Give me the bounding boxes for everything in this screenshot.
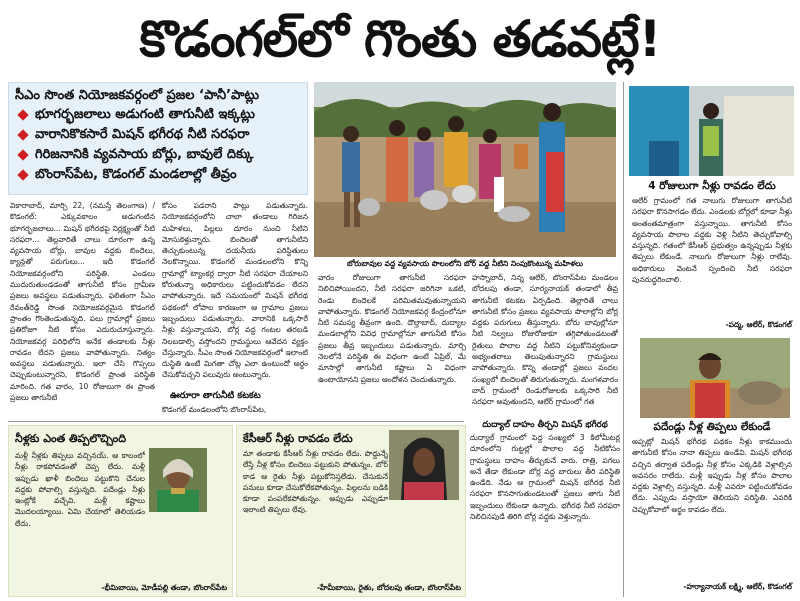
- story-column-3-tail: దుద్యాల్ గ్రామంలో పెద్ద సంఖ్యలో 3 కిలోమీటర్ల దూరంలోని గుట్టల్లో పొలాల వద్ద నీటికోసం గ్రామస్థులు దాహం తీర్చుకునే వారు. రాత్రి, పగలు అనే తేడా లేకుండా బోర్ల వద్ద బారులు తీరి పరిస్థితి ఉండేది. నేడు ఆ గ్రామంలో మిషన్ భగీరథ నీటి సరఫరా కొనసాగుతుండటంతో ప్రజలు తాగు నీటి ఇబ్బందులు లేకుండా ఉన్నారు. భగీరథ నీటి సరఫరా నిలిచినపుడే తిరిగి బోర్ల వద్దకు వెళ్తున్నారు.: [470, 433, 620, 522]
- side-story-credit-1: -పద్మ, ఆలేర్, కొడంగల్: [725, 320, 792, 329]
- side-story-title-1: 4 రోజులుగా నీళ్లు రావడం లేదు: [648, 180, 776, 192]
- main-photo: [314, 82, 616, 257]
- diamond-bullet-icon: [17, 149, 28, 160]
- story-subheading: ఊరూరా తాగునీటి కటకట: [170, 391, 261, 401]
- summary-box: [8, 82, 308, 195]
- side-photo-1: [629, 86, 794, 176]
- story-column-2: కోసం పడరాని పాట్లు పడుతున్నారు. నియోజకవర్గంలోని చాలా తండాలు గిరిజన మహిళలు, పిల్లలు దూరం నుంచి నీటిని మోసుకెళ్తున్నారు. బిందెలతో తాగునీటిని తెచ్చుకుంటున్న దయనీయ పరిస్థితులు నెలకొన్నాయి. కొడంగల్ మండలంలోని కొన్ని గ్రామాల్లో ట్యాంకర్ల ద్వారా నీటి సరఫరా చేయాలని కోరుతున్నా అధికారులు పట్టించుకోవడం లేదని వాపోతున్నారు. ఇదే సమయంలో మిషన్ భగీరథ పథకంలో లోపాల కారణంగా ఆ గ్రామాల ప్రజలు ఇబ్బందులు పడుతున్నారు. వారానికి ఒక్కసారే నీళ్లు వస్తున్నాయని, బోర్ల వద్ద గంటల తరబడి నిలబడాల్సి వస్తోందని గ్రామస్థులు ఆవేదన వ్యక్తం చేస్తున్నారు. సీఎం సొంత నియోజకవర్గంలో ఇలాంటి దుస్థితి ఉంటే మిగతా చోట్ల ఎలా ఉంటుందో అర్థం చేసుకోవచ్చని పలువురు అంటున్నారు.: [162, 201, 308, 380]
- column-divider: [623, 82, 624, 597]
- side-story-body-2: అప్పట్లో మిషన్ భగీరథ పథకం నీళ్లు కాకముందు తాగునీటి కోసం నానా తిప్పలు ఉండేవి. మిషన్ భగీరథ వచ్చిన తర్వాత పదేండ్లు నీళ్ల కోసం ఎక్కడికి వెళ్లాల్సిన అవసరం రాలేదు. మళ్లీ ఇప్పుడు నీళ్ల కోసం పొలాల వద్దకు వెళ్లాల్సి వస్తున్నది. మళ్లీ ఎవరూ పట్టించుకోవడం లేదు. ఎప్పుడు వస్తాయో తెలియని పరిస్థితి. ఎవరికి చెప్పుకోవాలో అర్థం కావడం లేదు.: [632, 437, 792, 514]
- summary-title: సీఎం సొంత నియోజకవర్గంలో ప్రజల ‘పానీ’పాట్లు: [15, 88, 259, 103]
- story-column-3: వారం రోజులుగా తాగునీటి సరఫరా నిలిచిపోయిందని, నీటి సరఫరా జరిగినా ఒకటి, రెండు బిందెలకే పరిమితమవుతున్నాయని వాపోతున్నారు. కొడంగల్ నియోజకవర్గ కేంద్రంలోనూ నీటి సమస్య తీవ్రంగా ఉంది. దౌల్తాబాద్, దుద్యాల మండలాల్లోని వివిధ గ్రామాల్లోనూ తాగునీటి కోసం ప్రజలు తీవ్ర ఇబ్బందులు పడుతున్నారు. మార్చి నెలలోనే పరిస్థితి ఈ విధంగా ఉంటే ఏప్రిల్, మే మాసాల్లో తాగునీటి కష్టాలు ఏ విధంగా ఉంటాయోనని ప్రజలు ఆందోళన చెందుతున్నారు.: [318, 273, 466, 384]
- quote-box-right: [236, 425, 466, 597]
- woman-portrait-image: [389, 430, 459, 500]
- summary-bullet: గిరిజనానికి వ్యవసాయ బోర్లు, బావులే దిక్కు: [15, 145, 301, 165]
- story-column-1: వికారాబాద్, మార్చి 22, (నమస్తే తెలంగాణ) / కొడంగల్: ఎక్కువకాలం అడుగంటిన భూగర్భజలాలు... మిషన్ భగీరథపై నిర్లక్ష్యంతో నీటి సరఫరా... తెల్లవారితే చాలు దూరంగా ఉన్న వ్యవసాయ బోర్లు, బావుల వద్దకు బిందెలు, క్యాన్లతో పరుగులు... ఇదీ కొడంగల్ నియోజకవర్గంలోని పరిస్థితి. ఎండలు ముదురుతుండడంతో తాగునీటి కోసం గ్రామీణ ప్రజలు అవస్థలు పడుతున్నారు. ఫలితంగా సీఎం రేవంత్‌రెడ్డి సొంత నియోజకవర్గమైన కొడంగల్ ప్రాంతం గొంతెండుతున్నది. పలు గ్రామాల్లో ప్రజలు ప్రతిరోజూ నీటి కోసం ఎదురుచూస్తున్నారు. నియోజకవర్గ పరిధిలోని అనేక తండాలకు నీళ్లు రావడం లేదని ప్రజలు వాపోతున్నారు. నిత్యం అవస్థలు పడుతున్నారు. ఇలా చేసి గొప్పలు చెప్పుకుంటున్నారని, కొడంగల్ ప్రాంత పరిస్థితి మారింది. గత వారం, 10 రోజులుగా ఈ ప్రాంత ప్రజలు తాగునీటి: [10, 201, 155, 403]
- page-headline: కొడంగల్‌లో గొంతు తడవట్లే!: [139, 10, 661, 68]
- side-story-body-1: ఆలేర్ గ్రామంలో గత నాలుగు రోజులుగా తాగునీటి సరఫరా కొనసాగడం లేదు. ఎండలకు బోర్లలో కూడా నీళ్లు అంతంతమాత్రంగా వస్తున్నాయి. తాగునీటి కోసం వ్యవసాయ పొలాల వద్దకు వెళ్లి నీటిని తెచ్చుకోవాల్సి వస్తున్నది. గతంలో కేసీఆర్ ప్రభుత్వం ఉన్నప్పుడు నీళ్లకు తిప్పలు లేకుండే. నాలుగు రోజులుగా నీళ్లు రాలేవు. అధికారులు వెంటనే స్పందించి నీటి సరఫరా పునరుద్ధరించాలి.: [632, 196, 792, 285]
- side-story-credit-2: -హర్యానాయక్ లక్ష్మి, ఆలేర్, కొడంగల్: [683, 582, 792, 591]
- summary-bullet: వారానికొకసారే మిషన్ భగీరథ నీటి సరఫరా: [15, 125, 301, 145]
- women-fetching-water-image: [314, 82, 616, 257]
- story-subheading-2: దుద్యాల్ దాహం తీర్చని మిషన్ భగీరథ: [482, 420, 608, 430]
- quote-title: కేసీఆర్ నీళ్లు రావడం లేదు: [243, 432, 353, 445]
- quote-credit: -హేమీబాయి, రైతు, బోదలపు తండా, బొంరాస్‌పేట: [316, 583, 461, 592]
- diamond-bullet-icon: [17, 169, 28, 180]
- diamond-bullet-icon: [17, 129, 28, 140]
- side-story-title-2: పదేండ్లు నీళ్ల తిప్పలు లేకుండే: [653, 421, 771, 433]
- quote-portrait: [149, 448, 207, 512]
- summary-bullet: బొంరాస్‌పేట, కొడంగల్ మండలాల్లో తీవ్రం: [15, 165, 301, 185]
- side-photo-2: [640, 338, 790, 418]
- horizontal-divider: [8, 421, 464, 422]
- quote-credit: -భీమిబాయి, మోడీపల్లి తండా, బొంరాస్‌పేట: [101, 583, 227, 592]
- photo-caption: బోరుబావుల వద్ద వ్యవసాయ పొలంలోని బోర్ వద్ద నీటిని నింపుకొంటున్న మహిళలు: [347, 259, 583, 268]
- quote-portrait: [389, 430, 459, 500]
- story-column-3b: హస్నాబాద్, నిన్న ఆలేర్, బొంరాస్‌పేట మండలం బోదలపు తండా, సూర్యనాయక్ తండాలో తీవ్ర తాగునీటి కటకట ఏర్పడింది. తెల్లారితే చాలు తాగునీటి కోసం ప్రజలు వ్యవసాయ పొలాల్లోని బోర్ల వద్దకు పరుగులు తీస్తున్నారు. బోరు బావుల్లోనూ నీటి నిల్వలు రోజురోజుకూ తగ్గిపోతుండటంతో రైతులు పొలాల వద్ద నీటిని పట్టుకోనివ్వకుండా అభ్యంతరాలు తెలుపుతున్నారని గ్రామస్థులు వాపోతున్నారు. కొన్ని తండాల్లో ప్రజలు వందల సంఖ్యలో బిందెలతో తిరుగుతున్నారు. మంగళవారం బాద్ గ్రామంలో రెండురోజులకు ఒక్కసారి నీటి సరఫరా అవుతుందని, ఆలేర్ గ్రామంలో గత: [472, 273, 618, 407]
- story-column-2-tail: కొడంగల్ మండలంలోని బొంరాస్‌పేట,: [162, 405, 267, 414]
- elderly-woman-portrait-image: [149, 448, 207, 512]
- woman-standing-image: [629, 86, 794, 176]
- woman-portrait-outdoor-image: [640, 338, 790, 418]
- quote-body: మా తండాకు కేసీఆర్ నీళ్లు రావడం లేదు. పొద్దున్నే లేస్తే నీళ్ల కోసం బిందెలు పట్టుకుని పోతున్నం. బోర్ కాడ ఆ రైతు నీళ్లు పట్టుకోనిస్తలేడు. చేసుకునే పనులు కూడా చేసుకోలేకపోతున్నం. పిల్లలను బడికి కూడా పంపలేకపోతున్నం. అప్పుడు ఎప్పుడూ ఇలాంటి తిప్పలు లేవు.: [243, 449, 388, 515]
- quote-title: నీళ్లకు ఎంత తిప్పలొచ్చింది: [15, 432, 126, 445]
- quote-box-left: [8, 425, 233, 597]
- diamond-bullet-icon: [17, 109, 28, 120]
- quote-body: మళ్లీ నీళ్లకు తిప్పలు వచ్చినయ్. ఆ కాలంలో నీళ్లు రాకపోవడంతో చెప్ప లేదు. మళ్లీ ఇప్పుడు ఖాళీ బిందెలు పట్టుకొని చేనుల వద్దకు పోవాల్సి వస్తున్నది. పదేండ్లు నీళ్లు ఇంట్లోకే వచ్చేవి. మళ్లీ కష్టాలు మొదలయ్యాయి. ఏమి చేయాలో తెలియడం లేదు.: [15, 451, 145, 528]
- summary-bullet: భూగర్భజలాలు అడుగంటి తాగునీటి ఇక్కట్లు: [15, 105, 301, 125]
